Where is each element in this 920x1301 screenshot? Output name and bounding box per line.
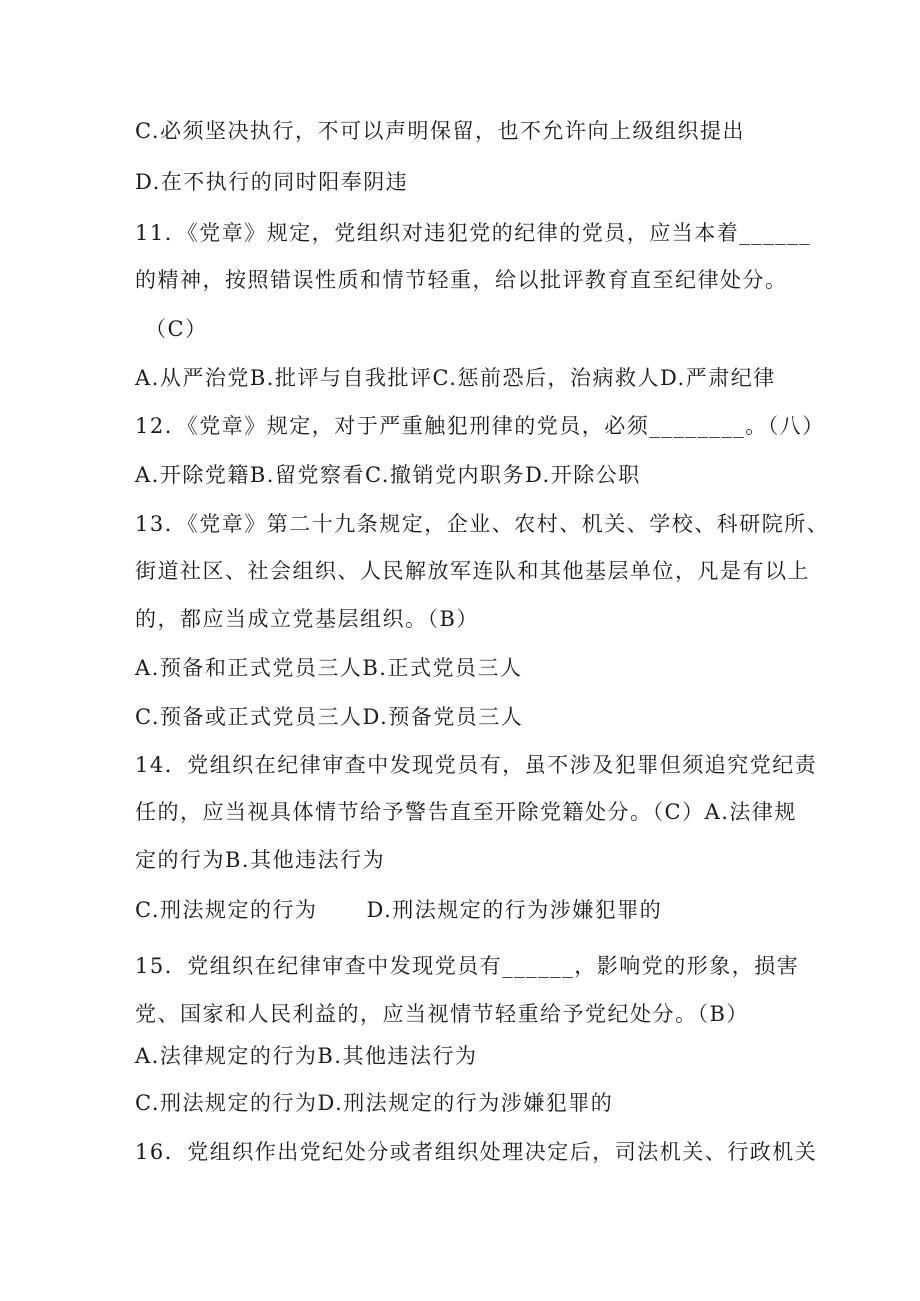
- question-15-line-1: 15．党组织在纪律审查中发现党员有______，影响党的形象，损害: [135, 954, 800, 978]
- option-c-q10: C.必须坚决执行，不可以声明保留，也不允许向上级组织提出: [135, 119, 745, 143]
- option-d-q10: D.在不执行的同时阳奉阴违: [135, 170, 409, 194]
- question-13-line-3: 的，都应当成立党基层组织。（B）: [135, 607, 479, 631]
- question-13-line-1: 13．《党章》第二十九条规定，企业、农村、机关、学校、科研院所、: [135, 512, 830, 536]
- question-13-options-ab: A.预备和正式党员三人B.正式党员三人: [135, 656, 523, 680]
- question-11-options: A.从严治党B.批评与自我批评C.惩前恐后，治病救人D.严肃纪律: [135, 366, 776, 390]
- question-11-line-2: 的精神，按照错误性质和情节轻重，给以批评教育直至纪律处分。: [135, 268, 788, 292]
- question-11-answer: （C）: [145, 317, 208, 341]
- question-13-options-cd: C.预备或正式党员三人D.预备党员三人: [135, 705, 524, 729]
- question-14-line-3: 定的行为B.其他违法行为: [135, 848, 386, 872]
- question-14-options-cd: C.刑法规定的行为 D.刑法规定的行为涉嫌犯罪的: [135, 898, 663, 922]
- question-13-line-2: 街道社区、社会组织、人民解放军连队和其他基层单位，凡是有以上: [135, 559, 810, 583]
- question-14-line-1: 14．党组织在纪律审查中发现党员有，虽不涉及犯罪但须追究党纪责: [135, 753, 818, 777]
- question-15-line-2: 党、国家和人民利益的，应当视情节轻重给予党纪处分。（B）: [135, 1002, 749, 1026]
- question-12: 12．《党章》规定，对于严重触犯刑律的党员，必须________。（八）: [135, 414, 825, 438]
- question-12-options: A.开除党籍B.留党察看C.撤销党内职务D.开除公职: [135, 463, 641, 487]
- question-15-options-cd: C.刑法规定的行为D.刑法规定的行为涉嫌犯罪的: [135, 1091, 614, 1115]
- question-14-line-2: 任的，应当视具体情节给予警告直至开除党籍处分。（C）A.法律规: [135, 800, 797, 824]
- question-11-line-1: 11．《党章》规定，党组织对违犯党的纪律的党员，应当本着______: [135, 221, 812, 245]
- question-15-options-ab: A.法律规定的行为B.其他违法行为: [135, 1044, 478, 1068]
- question-16-line-1: 16．党组织作出党纪处分或者组织处理决定后，司法机关、行政机关: [135, 1140, 818, 1164]
